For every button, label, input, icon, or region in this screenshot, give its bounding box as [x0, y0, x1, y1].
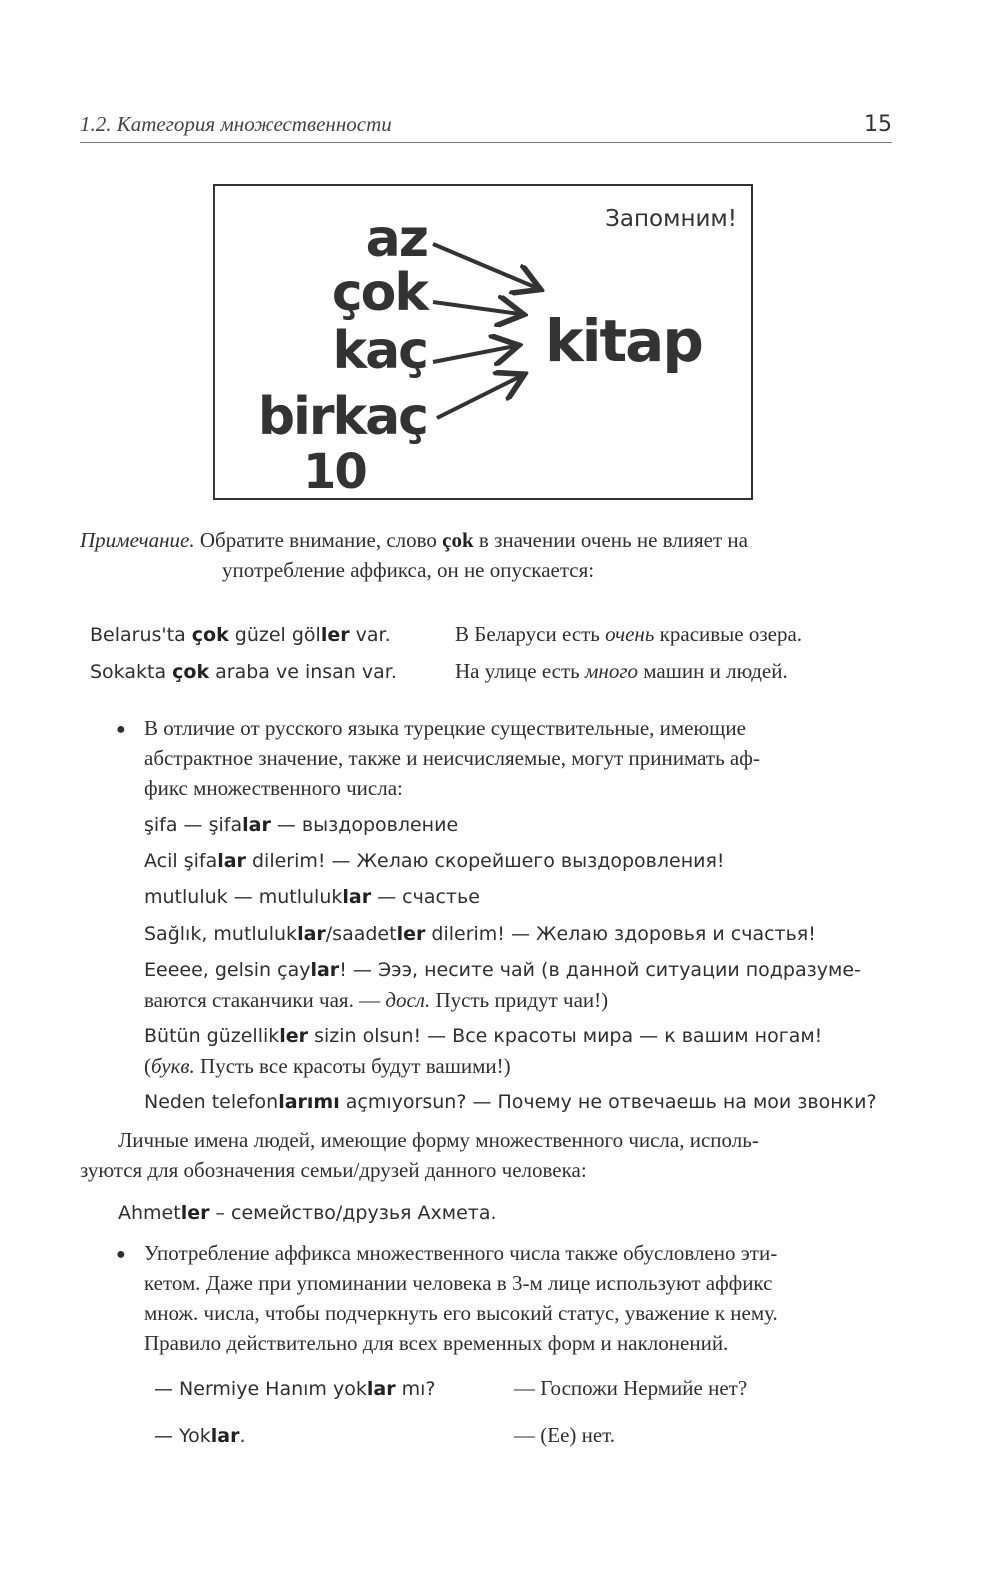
quantifier-cok: çok — [331, 263, 427, 323]
bullet2-line-2: кетом. Даже при упоминании человека в 3-м лице используют аффикс — [144, 1271, 773, 1295]
example-ahmetler: Ahmetler – семейство/друзья Ахмета. — [118, 1202, 497, 1224]
quantifier-birkac: birkaç — [257, 387, 427, 447]
example-tr-2: Sokakta çok araba ve insan var. — [90, 661, 397, 683]
example-tr-1: Belarus'ta çok güzel göller var. — [90, 624, 391, 646]
dialog-tr-2: — Yoklar. — [154, 1425, 246, 1447]
page-number: 15 — [864, 112, 892, 137]
bullet-icon: ● — [116, 1246, 126, 1263]
bullet2-line-1: Употребление аффикса множественного числа также обусловлено эти- — [144, 1241, 778, 1265]
example-telefon: Neden telefonlarımı açmıyorsun? — Почему не отвечаешь на мои звонки? — [144, 1091, 877, 1113]
arrow-birkac — [437, 376, 521, 418]
quantifier-kac: kaç — [332, 321, 427, 381]
bullet-icon: ● — [116, 721, 126, 738]
bullet2-line-3: множ. числа, чтобы подчеркнуть его высокий статус, уважение к нему. — [144, 1301, 778, 1325]
example-mutluluk: mutluluk — mutluluklar — счастье — [144, 886, 480, 908]
header-divider — [80, 142, 892, 143]
names-line-1: Личные имена людей, имеющие форму множественного числа, исполь- — [118, 1128, 759, 1152]
example-sifa: şifa — şifalar — выздоровление — [144, 814, 459, 836]
example-acil: Acil şifalar dilerim! — Желаю скорейшего выздоровления! — [144, 850, 725, 872]
remember-label: Запомним! — [605, 206, 737, 232]
example-guzellik-line-1: Bütün güzellikler sizin olsun! — Все красоты мира — к вашим ногам! — [144, 1025, 823, 1047]
bullet1-line-2: абстрактное значение, также и неисчисляемые, могут принимать аф- — [144, 746, 760, 770]
example-saglik: Sağlık, mutluluklar/saadetler dilerim! — Желаю здоровья и счастья! — [144, 923, 816, 945]
note-line-2: употребление аффикса, он не опускается: — [222, 558, 595, 582]
bullet2-line-4: Правило действительно для всех временных форм и наклонений. — [144, 1331, 729, 1355]
names-line-2: зуются для обозначения семьи/друзей данного человека: — [80, 1158, 587, 1182]
dialog-tr-1: — Nermiye Hanım yoklar mı? — [154, 1378, 436, 1400]
arrow-cok — [433, 302, 520, 314]
note-label: Примечание. — [80, 528, 195, 552]
noun-kitap: kitap — [545, 307, 702, 375]
bullet1-line-1: В отличие от русского языка турецкие существительные, имеющие — [144, 716, 746, 740]
example-guzellik-line-2: (букв. Пусть все красоты будут вашими!) — [144, 1054, 511, 1078]
remember-figure-graphic — [215, 186, 755, 502]
example-cay-line-2: ваются стаканчики чая. — досл. Пусть придут чаи!) — [144, 988, 609, 1012]
arrow-az — [433, 244, 537, 288]
quantifier-10: 10 — [303, 444, 366, 500]
dialog-ru-2: — (Ее) нет. — [514, 1423, 616, 1447]
dialog-ru-1: — Госпожи Нермийе нет? — [514, 1376, 748, 1400]
example-ru-1: В Беларуси есть очень красивые озера. — [455, 622, 803, 646]
remember-figure — [213, 184, 753, 500]
arrow-kac — [433, 346, 515, 362]
running-header-title: 1.2. Категория множественности — [80, 112, 392, 136]
example-ru-2: На улице есть много машин и людей. — [455, 659, 788, 683]
quantifier-az: az — [365, 209, 427, 269]
bullet1-line-3: фикс множественного числа: — [144, 776, 403, 800]
note-line-1: Примечание. Обратите внимание, слово çok в значении очень не влияет на — [80, 528, 748, 552]
example-cay-line-1: Eeeee, gelsin çaylar! — Эээ, несите чай (в данной ситуации подразуме- — [144, 959, 861, 981]
